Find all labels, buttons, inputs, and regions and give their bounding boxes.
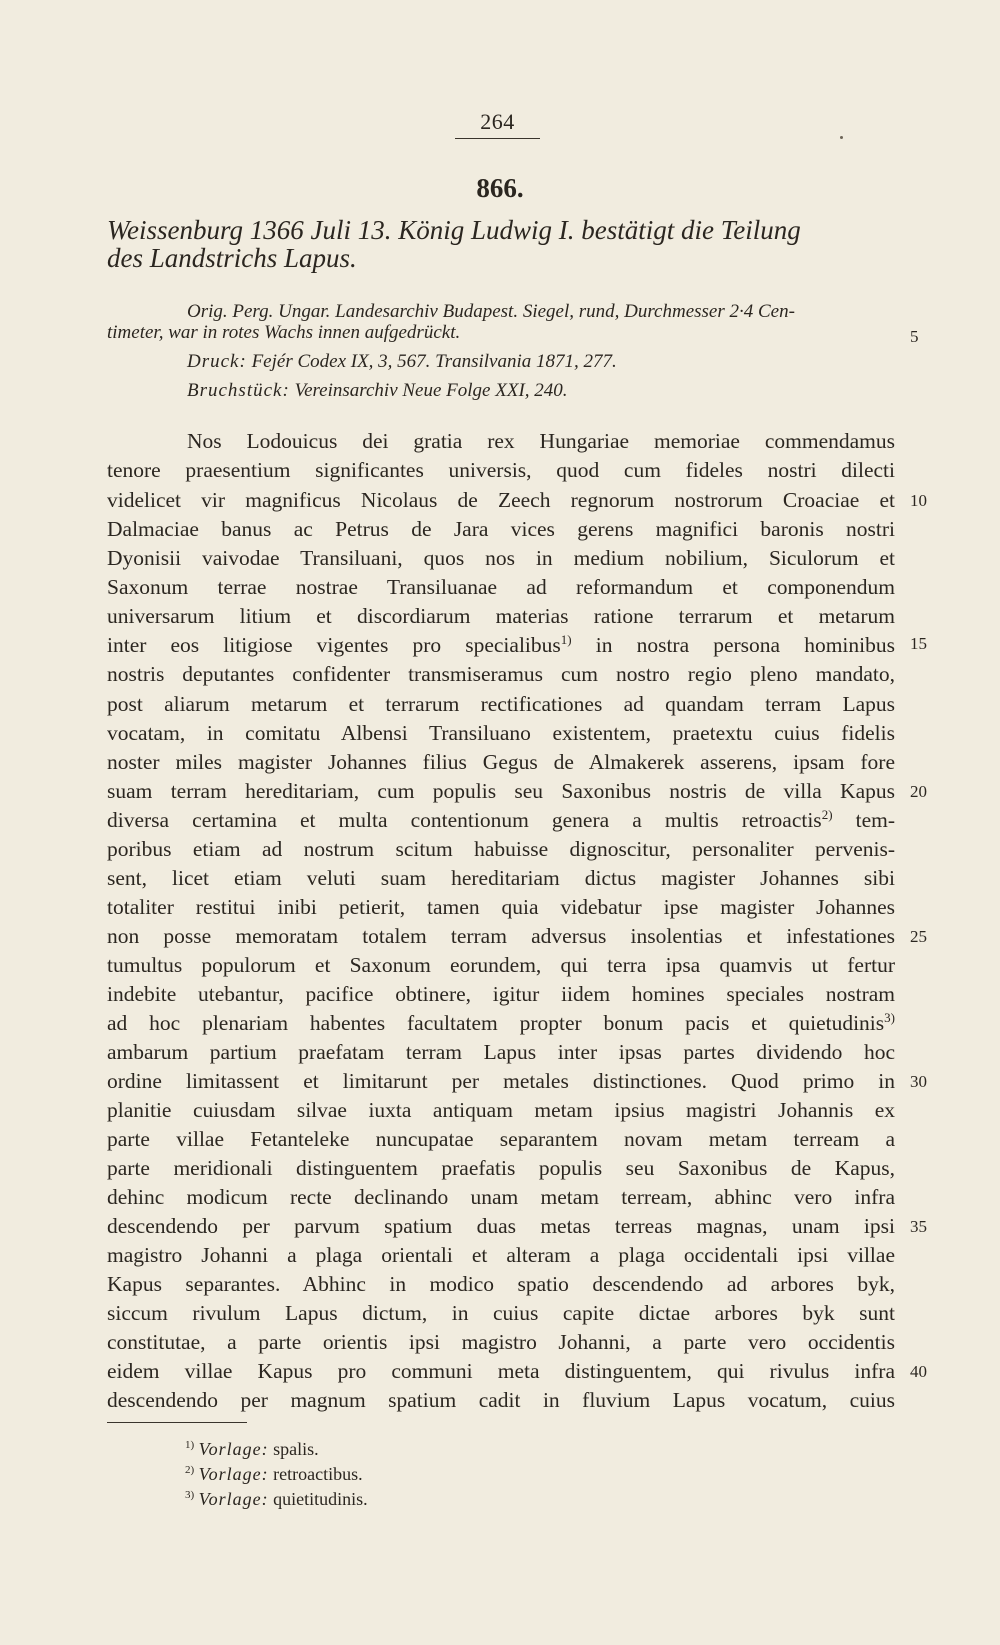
line-number: 20: [910, 782, 927, 801]
body-text: ad hoc plenariam habentes facultatem propter bonum pacis et quietudinis: [107, 1011, 885, 1035]
body-line: Nos Lodouicus dei gratia rex Hungariae memoriae commendamus: [187, 429, 895, 453]
body-line: post aliarum metarum et terrarum rectificationes ad quandam terram Lapus: [107, 692, 895, 716]
line-number: 40: [910, 1362, 927, 1381]
footnote-text: spalis.: [273, 1439, 319, 1459]
paper-speck: [840, 136, 843, 139]
footnote-text: quietitudinis.: [273, 1489, 368, 1509]
line-number: 15: [910, 634, 927, 653]
body-line: ordine limitassent et limitarunt per metales distinctiones. Quod primo in: [107, 1069, 895, 1093]
page-number-rule: [455, 138, 540, 139]
footnote: [185, 1463, 363, 1485]
body-line-with-note: [107, 631, 895, 660]
body-line: tenore praesentium significantes universis, quod cum fideles nostri dilecti: [107, 458, 895, 482]
footnote-mark: 2): [185, 1464, 195, 1476]
body-line: tumultus populorum et Saxonum eorundem, qui terra ipsa quamvis ut fertur: [107, 953, 895, 977]
body-line: non posse memoratam totalem terram adversus insolentias et infestationes: [107, 924, 895, 948]
footnote-label: Vorlage:: [198, 1464, 269, 1484]
footnote: [185, 1438, 319, 1460]
body-line: magistro Johanni a plaga orientali et alteram a plaga occidentali ipsi villae: [107, 1243, 895, 1267]
body-line: ambarum partium praefatam terram Lapus inter ipsas partes dividendo hoc: [107, 1040, 895, 1064]
note-reference: 2): [821, 806, 833, 822]
note-reference: 1): [560, 631, 572, 647]
body-text: tem-: [855, 808, 896, 832]
note-reference: 3): [884, 1009, 895, 1025]
meta-bruchstueck-label: Bruchstück:: [187, 380, 290, 401]
meta-druck-text: Fejér Codex IX, 3, 567. Transilvania 1871, 277.: [251, 351, 617, 372]
footnote: [185, 1488, 368, 1510]
body-line: descendendo per parvum spatium duas metas terreas magnas, unam ipsi: [107, 1214, 895, 1238]
body-line: indebite utebantur, pacifice obtinere, igitur iidem homines speciales nostram: [107, 982, 895, 1006]
meta-bruchstueck: [187, 380, 568, 402]
body-line-with-note: [107, 1009, 895, 1038]
heading-line-1: Weissenburg 1366 Juli 13. König Ludwig I. bestätigt die Teilung: [107, 215, 801, 245]
body-line: planitie cuiusdam silvae iuxta antiquam metam ipsius magistri Johannis ex: [107, 1098, 895, 1122]
body-text: inter eos litigiose vigentes pro specialibus: [107, 633, 561, 657]
meta-orig-line-2: timeter, war in rotes Wachs innen aufgedrückt.: [107, 322, 461, 343]
footnote-mark: 1): [185, 1439, 195, 1451]
body-line: nostris deputantes confidenter transmiseramus cum nostro regio pleno mandato,: [107, 662, 895, 686]
footnote-text: retroactibus.: [273, 1464, 363, 1484]
meta-druck-label: Druck:: [187, 351, 247, 372]
body-line: universarum litium et discordiarum materias ratione terrarum et metarum: [107, 604, 895, 628]
line-number: 35: [910, 1217, 927, 1236]
body-line: eidem villae Kapus pro communi meta distinguentem, qui rivulus infra: [107, 1359, 895, 1383]
body-line: descendendo per magnum spatium cadit in fluvium Lapus vocatum, cuius: [107, 1388, 895, 1412]
body-line: Saxonum terrae nostrae Transiluanae ad reformandum et componendum: [107, 575, 895, 599]
meta-orig-line-1: Orig. Perg. Ungar. Landesarchiv Budapest. Siegel, rund, Durchmesser 2·4 Cen-: [187, 301, 795, 322]
body-line: suam terram hereditariam, cum populis seu Saxonibus nostris de villa Kapus: [107, 779, 895, 803]
body-line: dehinc modicum recte declinando unam metam terream, abhinc vero infra: [107, 1185, 895, 1209]
body-line: videlicet vir magnificus Nicolaus de Zeech regnorum nostrorum Croaciae et: [107, 488, 895, 512]
line-number: 30: [910, 1072, 927, 1091]
body-line-with-note: [107, 806, 895, 835]
body-line: noster miles magister Johannes filius Gegus de Almakerek asserens, ipsam fore: [107, 750, 895, 774]
body-line: Dyonisii vaivodae Transiluani, quos nos in medium nobilium, Siculorum et: [107, 546, 895, 570]
body-line: poribus etiam ad nostrum scitum habuisse dignoscitur, personaliter pervenis-: [107, 837, 895, 861]
footnote-rule: [107, 1422, 247, 1423]
body-text: diversa certamina et multa contentionum genera a multis retroactis: [107, 808, 822, 832]
body-line: siccum rivulum Lapus dictum, in cuius capite dictae arbores byk sunt: [107, 1301, 895, 1325]
body-line: Dalmaciae banus ac Petrus de Jara vices gerens magnifici baronis nostri: [107, 517, 895, 541]
footnote-label: Vorlage:: [198, 1489, 269, 1509]
meta-druck: [187, 351, 617, 373]
meta-bruchstueck-text: Vereinsarchiv Neue Folge XXI, 240.: [294, 380, 568, 401]
line-number: 10: [910, 491, 927, 510]
line-number: 5: [910, 327, 919, 346]
page-number: 264: [480, 109, 515, 134]
footnote-label: Vorlage:: [198, 1439, 269, 1459]
body-line: vocatam, in comitatu Albensi Transiluano existentem, praetextu cuius fidelis: [107, 721, 895, 745]
body-line: parte meridionali distinguentem praefatis populis seu Saxonibus de Kapus,: [107, 1156, 895, 1180]
body-line: constitutae, a parte orientis ipsi magistro Johanni, a parte vero occidentis: [107, 1330, 895, 1354]
document-number: 866.: [476, 173, 524, 203]
body-line: totaliter restitui inibi petierit, tamen quia videbatur ipse magister Johannes: [107, 895, 895, 919]
line-number: 25: [910, 927, 927, 946]
body-line: parte villae Fetanteleke nuncupatae separantem novam metam terream a: [107, 1127, 895, 1151]
footnote-mark: 3): [185, 1489, 195, 1501]
body-text: in nostra persona hominibus: [595, 633, 895, 657]
body-line: Kapus separantes. Abhinc in modico spatio descendendo ad arbores byk,: [107, 1272, 895, 1296]
body-line: sent, licet etiam veluti suam hereditariam dictus magister Johannes sibi: [107, 866, 895, 890]
heading-line-2: des Landstrichs Lapus.: [107, 243, 357, 273]
